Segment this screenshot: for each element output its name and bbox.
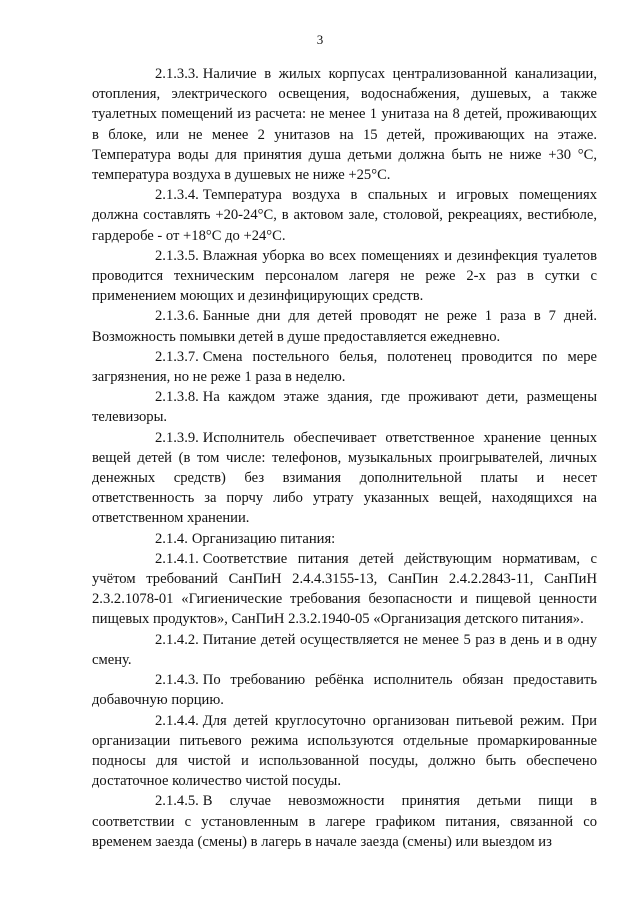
paragraph-text: Питание детей осуществляется не менее 5 раз в день и в одну смену. bbox=[92, 631, 597, 668]
paragraph-2-1-3-6 bbox=[92, 306, 597, 346]
paragraph-number: 2.1.3.6. bbox=[155, 308, 199, 325]
paragraph-text: Для детей круглосуточно организован питьевой режим. При организации питьевого режима используются отдельные промаркированные подносы для чистой и использованной посуды, должно быть обеспечено достаточное количество чистой посуды. bbox=[92, 712, 597, 790]
paragraph-2-1-4-5 bbox=[92, 791, 597, 852]
paragraph-number: 2.1.4.1. bbox=[155, 550, 199, 567]
paragraph-2-1-3-7 bbox=[92, 347, 597, 387]
paragraph-number: 2.1.4. bbox=[155, 530, 188, 547]
paragraph-text: Температура воздуха в спальных и игровых помещениях должна составлять +20-24°C, в актовом зале, столовой, рекреациях, вестибюле, гардеробе - от +18°C до +24°C. bbox=[92, 187, 597, 244]
paragraph-2-1-3-4 bbox=[92, 185, 597, 246]
paragraph-number: 2.1.4.4. bbox=[155, 712, 199, 729]
paragraph-2-1-4-1 bbox=[92, 549, 597, 630]
paragraph-number: 2.1.3.3. bbox=[155, 66, 199, 82]
paragraph-text: Организацию питания: bbox=[191, 530, 336, 547]
paragraph-text: Соответствие питания детей действующим нормативам, с учётом требований СанПиН 2.4.4.3155-13, СанПин 2.4.2.2843-11, СанПиН 2.3.2.1078-01 «Гигиенические требования безопасности и пищевой ценности пищевых продуктов», СанПиН 2.3.2.1940-05 «Организация детского питания». bbox=[92, 550, 597, 628]
paragraph-text: По требованию ребёнка исполнитель обязан предоставить добавочную порцию. bbox=[92, 672, 597, 709]
paragraph-number: 2.1.3.7. bbox=[155, 348, 199, 365]
paragraph-2-1-3-5 bbox=[92, 246, 597, 307]
paragraph-2-1-3-9 bbox=[92, 428, 597, 529]
paragraph-text: Смена постельного белья, полотенец проводится по мере загрязнения, но не реже 1 раза в неделю. bbox=[92, 348, 597, 386]
paragraph-2-1-3-8 bbox=[92, 387, 597, 427]
paragraph-2-1-4-3 bbox=[92, 670, 597, 710]
paragraph-text: В случае невозможности принятия детьми пищи в соответствии с установленным в лагере графиком питания, связанной со временем заезда (смены) в лагерь в начале заезда (смены) или выездом из bbox=[92, 793, 597, 850]
paragraph-number: 2.1.3.9. bbox=[155, 429, 199, 446]
paragraph-2-1-4-4 bbox=[92, 711, 597, 792]
paragraph-text: Наличие в жилых корпусах централизованной канализации, отопления, электрического освещения, водоснабжения, душевых, а также туалетных помещений из расчета: не менее 1 унитаза на 8 детей, проживающих в блоке, или не менее 2 унитазов на 15 детей, проживающих на этаже. Температура воды для принятия душа детьми должна быть не ниже +30 °C, температура воздуха в душевых не ниже +25°C. bbox=[92, 66, 597, 184]
paragraph-text: На каждом этаже здания, где проживают дети, размещены телевизоры. bbox=[92, 389, 597, 426]
page-number: 3 bbox=[316, 32, 324, 47]
paragraph-number: 2.1.3.4. bbox=[155, 187, 199, 204]
paragraph-text: Влажная уборка во всех помещениях и дезинфекция туалетов проводится техническим персоналом лагеря не реже 2-х раз в сутки с применением моющих и дезинфицирующих средств. bbox=[92, 247, 597, 305]
paragraph-text: Исполнитель обеспечивает ответственное хранение ценных вещей детей (в том числе: телефонов, музыкальных проигрывателей, личных денежных средств) без взимания дополнительной платы и несет ответственность за порчу либо утрату указанных вещей, находящихся на ответственном хранении. bbox=[92, 429, 597, 527]
paragraph-number: 2.1.4.3. bbox=[155, 672, 199, 689]
paragraph-2-1-4 bbox=[92, 529, 597, 549]
paragraph-number: 2.1.3.8. bbox=[155, 389, 199, 406]
paragraph-number: 2.1.4.5. bbox=[155, 793, 199, 810]
paragraph-text: Банные дни для детей проводят не реже 1 раза в 7 дней. Возможность помывки детей в душе предоставляется ежедневно. bbox=[92, 308, 597, 345]
paragraph-2-1-3-3 bbox=[92, 64, 597, 185]
paragraph-2-1-4-2 bbox=[92, 630, 597, 670]
document-body bbox=[92, 64, 597, 852]
paragraph-number: 2.1.3.5. bbox=[155, 247, 199, 264]
paragraph-number: 2.1.4.2. bbox=[155, 631, 199, 648]
